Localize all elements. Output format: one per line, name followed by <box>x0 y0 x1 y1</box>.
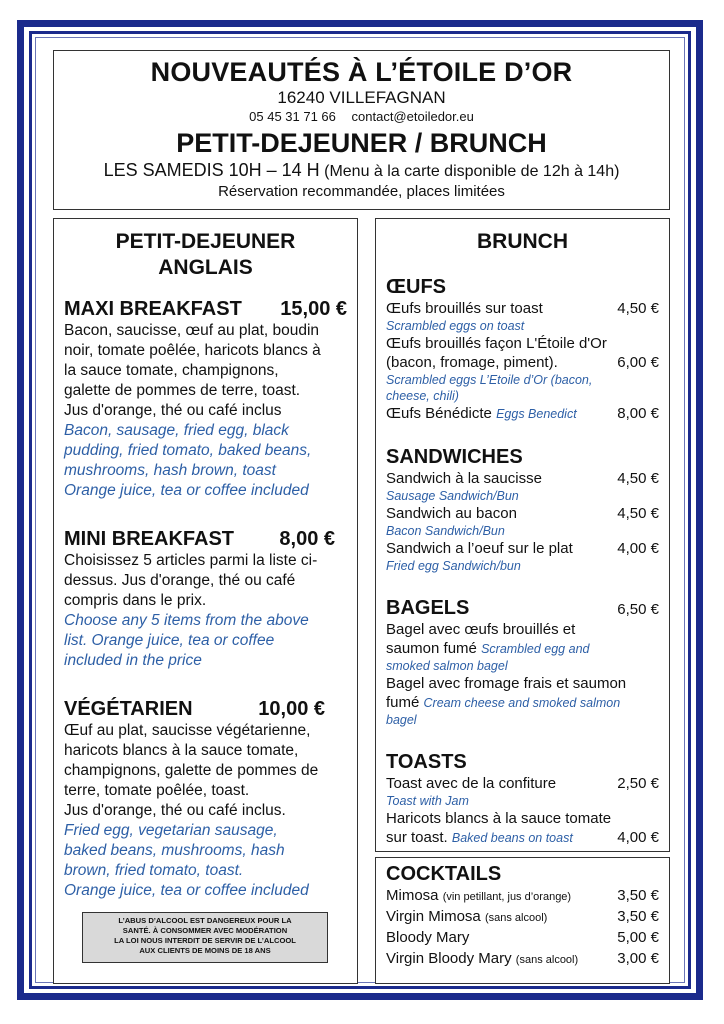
item-price: 6,00 € <box>617 354 659 371</box>
en-line: brown, fried tomato, toast. <box>64 862 244 879</box>
item-name: Virgin Mimosa <box>386 908 481 925</box>
en-line: Fried egg, vegetarian sausage, <box>64 822 278 839</box>
item-price: 4,50 € <box>617 470 659 487</box>
item-english: Baked beans on toast <box>451 831 573 845</box>
item-english: Fried egg Sandwich/bun <box>386 559 521 573</box>
item-price: 5,00 € <box>617 929 659 946</box>
warning-line: AUX CLIENTS DE MOINS DE 18 ANS <box>139 946 271 955</box>
fr-line: galette de pommes de terre, toast. <box>64 382 301 399</box>
item-name-cont: sur toast. <box>386 829 448 846</box>
item-price: 4,50 € <box>617 300 659 317</box>
cocktail-item <box>386 886 659 907</box>
item-name: Toast avec de la confiture <box>386 775 557 792</box>
item-description-fr <box>64 551 335 611</box>
brunch-title: BRUNCH <box>477 230 568 253</box>
item-name: Œufs Bénédicte <box>386 405 492 422</box>
menu-item <box>386 299 659 318</box>
cocktail-item <box>386 949 659 970</box>
alcohol-warning <box>82 912 328 963</box>
item-name: MINI BREAKFAST <box>64 528 234 550</box>
menu-item <box>64 697 347 901</box>
item-note: (sans alcool) <box>484 912 548 924</box>
item-price: 3,50 € <box>617 887 659 904</box>
item-description-fr <box>64 321 347 421</box>
en-line: baked beans, mushrooms, hash <box>64 842 285 859</box>
cocktail-item <box>386 907 659 928</box>
section-bagels <box>386 596 659 728</box>
item-english: Scrambled eggs on toast <box>386 319 525 333</box>
menu-item <box>386 404 659 423</box>
item-price: 3,50 € <box>617 908 659 925</box>
fr-line: noir, tomate poêlée, haricots blancs à <box>64 342 321 359</box>
item-price: 4,50 € <box>617 505 659 522</box>
fr-line: compris dans le prix. <box>64 592 207 609</box>
opening-days: LES SAMEDIS 10H – 14 H <box>103 160 320 180</box>
warning-line: SANTÉ. À CONSOMMER AVEC MODÉRATION <box>122 926 288 935</box>
en-line: Choose any 5 items from the above <box>64 612 309 629</box>
item-english: bagel <box>386 713 417 727</box>
item-name: Bagel avec œufs brouillés et <box>386 621 576 638</box>
email: contact@etoiledor.eu <box>351 109 474 124</box>
menu-item <box>386 774 659 793</box>
english-title-line1: PETIT-DEJEUNER <box>115 230 296 253</box>
cocktails-box <box>375 857 670 984</box>
item-note: (sans alcool) <box>515 954 579 966</box>
item-english: Eggs Benedict <box>496 407 577 421</box>
item-english: Bacon Sandwich/Bun <box>386 524 505 538</box>
opening-note: (Menu à la carte disponible de 12h à 14h) <box>324 163 620 180</box>
fr-line: Jus d'orange, thé ou café inclus. <box>64 802 286 819</box>
item-english: Scrambled egg and <box>481 642 590 656</box>
item-name-cont: fumé <box>386 694 420 711</box>
en-line: pudding, fried tomato, baked beans, <box>64 442 312 459</box>
item-english: Sausage Sandwich/Bun <box>386 489 519 503</box>
item-description-en <box>64 421 347 501</box>
item-heading <box>64 697 325 721</box>
item-english: Cream cheese and smoked salmon <box>423 696 621 710</box>
item-price: 4,00 € <box>617 540 659 557</box>
item-price: 8,00 € <box>617 405 659 422</box>
reservation-note: Réservation recommandée, places limitées <box>218 183 505 200</box>
item-english: Scrambled eggs L’Etoile d’Or (bacon, <box>386 373 593 387</box>
item-heading <box>64 297 347 321</box>
section-sandwiches <box>386 445 659 574</box>
item-price: 2,50 € <box>617 775 659 792</box>
section-heading-row <box>386 596 659 620</box>
warning-line: L’ABUS D’ALCOOL EST DANGEREUX POUR LA <box>118 916 292 925</box>
item-name: MAXI BREAKFAST <box>64 298 242 320</box>
en-line: included in the price <box>64 652 202 669</box>
item-name: Virgin Bloody Mary <box>386 950 512 967</box>
item-name: Bloody Mary <box>386 929 470 946</box>
en-line: Orange juice, tea or coffee included <box>64 882 309 899</box>
contact-line <box>54 109 669 125</box>
item-price: 15,00 € <box>280 298 347 320</box>
item-description-en <box>64 821 325 901</box>
brunch-box <box>375 218 670 852</box>
section-oeufs <box>386 275 659 423</box>
item-name: Sandwich a l’oeuf sur le plat <box>386 540 573 557</box>
item-name: Bagel avec fromage frais et saumon <box>386 675 627 692</box>
item-name-cont: saumon fumé <box>386 640 477 657</box>
item-name-cont: (bacon, fromage, piment). <box>386 354 558 371</box>
item-heading <box>64 527 335 551</box>
warning-line: LA LOI NOUS INTERDIT DE SERVIR DE L’ALCOOL <box>114 936 296 945</box>
en-line: list. Orange juice, tea or coffee <box>64 632 275 649</box>
item-english: Toast with Jam <box>386 794 469 808</box>
restaurant-title: NOUVEAUTÉS À L’ÉTOILE D’OR <box>150 57 573 87</box>
english-breakfast-box <box>53 218 358 984</box>
fr-line: Bacon, saucisse, œuf au plat, boudin <box>64 322 320 339</box>
item-price: 4,00 € <box>617 829 659 846</box>
menu-item <box>386 639 659 658</box>
item-name: Sandwich au bacon <box>386 505 517 522</box>
en-line: Bacon, sausage, fried egg, black <box>64 422 289 439</box>
english-breakfast-title <box>64 229 347 281</box>
menu-item <box>386 693 659 712</box>
item-english: smoked salmon bagel <box>386 659 508 673</box>
fr-line: champignons, galette de pommes de <box>64 762 319 779</box>
item-english: cheese, chili) <box>386 389 459 403</box>
menu-item <box>386 469 659 488</box>
en-line: mushrooms, hash brown, toast <box>64 462 276 479</box>
cocktail-item <box>386 928 659 949</box>
menu-item <box>64 527 347 671</box>
menu-subtitle: PETIT-DEJEUNER / BRUNCH <box>176 128 547 158</box>
item-name: Œufs brouillés sur toast <box>386 300 543 317</box>
english-title-line2: ANGLAIS <box>158 256 253 279</box>
section-heading: COCKTAILS <box>386 863 502 885</box>
en-line: Orange juice, tea or coffee included <box>64 482 309 499</box>
town: 16240 VILLEFAGNAN <box>277 88 446 107</box>
item-name: VÉGÉTARIEN <box>64 698 193 720</box>
opening-hours <box>54 160 669 182</box>
section-heading: TOASTS <box>386 751 467 773</box>
item-description-en <box>64 611 335 671</box>
fr-line: dessus. Jus d'orange, thé ou café <box>64 572 296 589</box>
fr-line: terre, tomate poêlée, toast. <box>64 782 250 799</box>
item-description-fr <box>64 721 325 821</box>
menu-item <box>386 504 659 523</box>
section-toasts <box>386 750 659 847</box>
item-name: Œufs brouillés façon L'Étoile d'Or <box>386 335 607 352</box>
section-heading: SANDWICHES <box>386 446 523 468</box>
item-name: Sandwich à la saucisse <box>386 470 542 487</box>
fr-line: Œuf au plat, saucisse végétarienne, <box>64 722 311 739</box>
section-heading: ŒUFS <box>386 276 446 298</box>
item-name: Haricots blancs à la sauce tomate <box>386 810 612 827</box>
item-price: 8,00 € <box>279 528 335 550</box>
fr-line: la sauce tomate, champignons, <box>64 362 279 379</box>
fr-line: Jus d'orange, thé ou café inclus <box>64 402 282 419</box>
item-price: 3,00 € <box>617 950 659 967</box>
header-box <box>53 50 670 210</box>
menu-item <box>386 353 659 372</box>
item-note: (vin petillant, jus d’orange) <box>442 891 572 903</box>
section-heading: BAGELS <box>386 597 470 619</box>
phone: 05 45 31 71 66 <box>249 109 336 124</box>
fr-line: haricots blancs à la sauce tomate, <box>64 742 299 759</box>
fr-line: Choisissez 5 articles parmi la liste ci- <box>64 552 318 569</box>
menu-item <box>386 828 659 847</box>
item-price: 10,00 € <box>258 698 325 720</box>
menu-item <box>386 539 659 558</box>
item-price: 6,50 € <box>617 601 659 618</box>
item-name: Mimosa <box>386 887 439 904</box>
menu-item <box>64 297 347 501</box>
